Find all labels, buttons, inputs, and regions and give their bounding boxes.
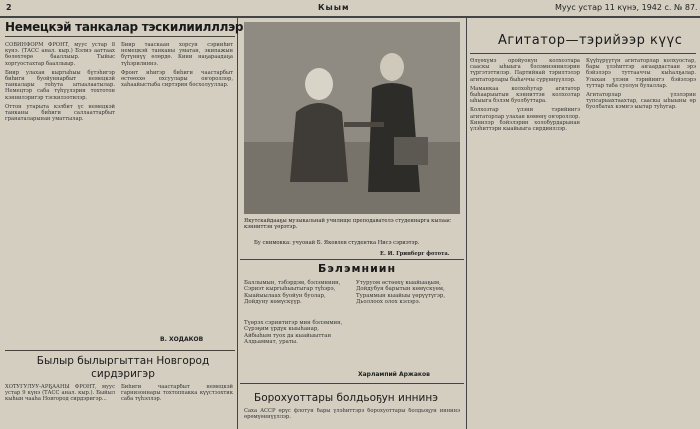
photo-credit: Е. И. Гринберг фотота. [380, 251, 450, 257]
agitator-headline: Агитатор—тэрийээр күүс [498, 33, 683, 48]
agitator-column-1 [470, 58, 580, 426]
paragraph: Күүһүрүүтүн агитаторлар колхуостар, бары үлэһиттэр аҥаардастаан эрэ бэйэлэрэ туттааччы кыһалҕалар. Улахан үлэни тэрийиигэ бэйэлэрэ туттар таба суолун булаллар. [586, 58, 696, 89]
poem-stanza-3: Түөрэх сэриитигэр мин бэлэммин, Сүрэҕим үрдүк кыыһанар, Айбыһым туох да кыайыыттан Алдьаммат, ураты. [244, 320, 343, 346]
header-rule [0, 16, 700, 18]
tanks-headline: Немецкэй танкалар тэскилиилллэр [5, 20, 244, 34]
paragraph: Биһиги чаастарбыт немецкэй гарнизоннары тохтоппакка күүстээхтик саба түһэллэр. [121, 384, 233, 403]
column-divider [237, 18, 238, 429]
paragraph: Биир тааскаан хорсун сэрииһит немецкэй танканы уматан, экипажын бүтүннүү өлөрдө. Кини наҕараадаҕа түһэрилиннэ. [121, 42, 233, 67]
agitator-column-2 [586, 58, 696, 426]
page-number: 2 [6, 3, 12, 12]
column-divider [466, 18, 467, 429]
paragraph: ХОТУГУЛУУ-АРҔААНЫ ФРОНТ, муус устар 9 күнэ (ТАСС анал. кыр.). Быйыл кыһын чааһа Новгород сирдэригэр... [5, 384, 115, 403]
borokh-headline: Борохуоттары болдьоҕун иннинэ [254, 392, 438, 404]
poem-title: Бэлэмниин [318, 262, 397, 275]
tanks-column-2 [121, 42, 233, 332]
novgorod-column-2 [121, 384, 233, 428]
section-rule [5, 350, 235, 351]
borokh-body: Саха АССР өрүс флотун бары үлэһиттэрэ борохуоттары болдьоҕун иннинэ өрөмүөннүүллэр. [244, 408, 460, 421]
poem-stanza-2: Утуруом өстөөхү кыайыаҕым, Дойдубун барытын көмүскүөм, Тураммын кыайыы үөрүүтүгэр, Дьоллоох олох кэлэрэ. [356, 280, 446, 306]
tanks-signature: В. ХОДАКОВ [160, 336, 204, 343]
section-rule [240, 383, 464, 384]
paragraph: Биир улахан кыргыһыы бүтэһигэр биһиги буойуннарбыт немецкэй танкалары тоһута ытыалаатылар. Немецтэр саба түһүүлэрин тохтотон кэннилэригэр тэскилээтилэр. [5, 69, 115, 101]
paragraph: Агитаторлар үлэлэрин тупсарыахтаахтар, сааскы ыһыыны өр буолбатах кэмҥэ ыытар туһугар. [586, 92, 696, 111]
headline-rule [470, 53, 696, 54]
poem-author: Харлампий Аржаков [358, 371, 430, 378]
music-lesson-photo [244, 22, 460, 214]
novgorod-headline: Былыр былыргыттан Новгород сирдэригэр [36, 355, 210, 380]
paragraph: СОВИНФОРМ ФРОНТ, муус устар 8 күнэ. (ТАСС анал. кыр.) Бэлиэ ааттаах бөлөхтөрө бааллыыр. Тыйыс хоргуостахтар бааллыыр. [5, 42, 115, 67]
paragraph: Маманкаа колхоһугар агитатор быһаарыытын кэнниттэн колхозтар ыһыыга бэлэм буолбуттара. [470, 85, 580, 105]
photo-caption: Якутскайдааҕы музыкальнай училище преподавателэ студеннарга кылаас кэнниттэн үөрэтэр. [244, 218, 451, 231]
section-rule [240, 259, 464, 260]
newspaper-name: Кыым [318, 3, 350, 12]
novgorod-column-1 [5, 384, 115, 428]
issue-date: Муус устар 11 күнэ, 1942 с. № 87. [555, 3, 698, 12]
headline-rule [5, 36, 235, 37]
photo-illustration [244, 22, 460, 214]
paragraph: Фронт иһигэр биһиги чаастарбыт өстөөххө охсуулары оҥороллор, хаһаайыстыба сиртэрин босхолууллар. [121, 69, 233, 89]
paragraph: Оттон утарыта кэлбит үс немецкэй танканы биһиги саллааттарбыт гранаталарынан уматтылар. [5, 103, 115, 123]
paragraph: Колхозтар үлэни тэрийиигэ агитаторлар улахан көмөнү оҥороллор. Кинилэр бэйэлэрин холобурдарынан үлэһиттэри кыайыыга сирдииллэр. [470, 107, 580, 133]
tanks-column-1 [5, 42, 115, 342]
photo-caption-detail: Бу снимокка: учуонай Б. Яковлев студентка Нисэ сэриэтэр. [254, 240, 420, 246]
poem-stanza-1: Баллымын, тэбэрдэм, бэлэмниин, Сэриэт кыргыһыытыгар түһэрэ, Кыайыылаах буойун буолар, Дойдуну көмүскүүр. [244, 280, 341, 306]
paragraph: Өлүөхүмэ оройуонун колхозтара сааскы ыһыыга бэлэмнэниилэрин түргэтэттилэр. Партийнай тэрилтэлэр агитаторлары быһаччы сүрүннүүллэр. [470, 58, 580, 83]
